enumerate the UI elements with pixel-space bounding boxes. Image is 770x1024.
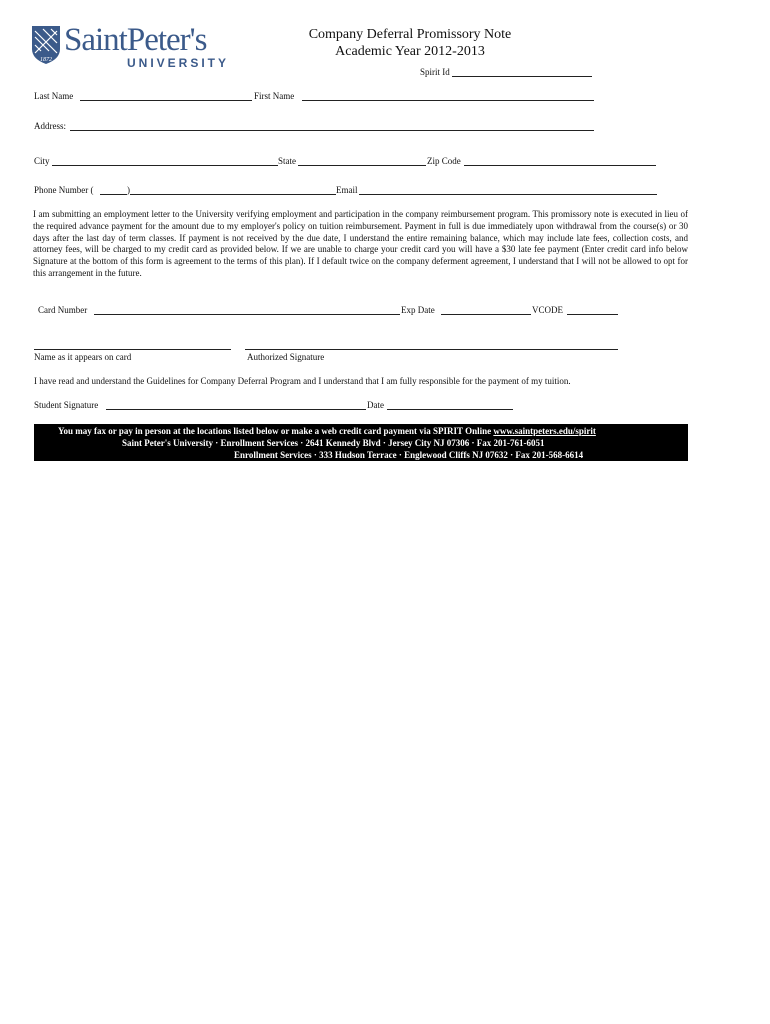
logo-year: 1872	[40, 57, 52, 63]
agreement-paragraph: I am submitting an employment letter to the University verifying employment and participation in the company reimbursement program. This promissory note is executed in lieu of the required advance payment for the amount due to my employer's policy on tuition reimbursement. Payment in full is due immediately upon withdrawal from the course(s) or 30 days after the last day of term classes. If payment is not received by the due date, I understand the entire remaining balance, which may include late fees, collection costs, and attorney fees, will be charged to my credit card as provided below. If we are unable to charge your credit card you will have a $30 late fee payment (Enter credit card info below Signature at the bottom of this form is agreement to the terms of this plan). If I default twice on the company deferment agreement, I understand that I will not be allowed to opt for this arrangement in the future.	[33, 209, 688, 278]
first-name-field[interactable]	[302, 100, 594, 101]
city-field[interactable]	[52, 165, 278, 166]
document-title: Company Deferral Promissory Note	[308, 27, 512, 42]
exp-date-field[interactable]	[441, 314, 531, 315]
logo-subtitle: UNIVERSITY	[127, 56, 230, 70]
exp-date-label: Exp Date	[401, 305, 435, 315]
university-shield-icon	[31, 25, 61, 65]
phone-number-label: Phone Number (	[34, 185, 94, 195]
zip-code-field[interactable]	[464, 165, 656, 166]
last-name-field[interactable]	[80, 100, 252, 101]
date-field[interactable]	[387, 409, 513, 410]
name-on-card-label: Name as it appears on card	[34, 352, 132, 362]
phone-close-paren: )	[127, 185, 130, 195]
footer-line-1	[58, 425, 596, 437]
name-on-card-field[interactable]	[34, 349, 231, 350]
state-label: State	[278, 156, 296, 166]
phone-number-field[interactable]	[130, 194, 336, 195]
footer-line-3: Enrollment Services · 333 Hudson Terrace · Englewood Cliffs NJ 07632 · Fax 201-568-6614	[234, 450, 584, 460]
acknowledgement-text: I have read and understand the Guidelines for Company Deferral Program and I understand that I am fully responsible for the payment of my tuition.	[34, 376, 571, 386]
footer-line-2: Saint Peter's University · Enrollment Services · 2641 Kennedy Blvd · Jersey City NJ 07306 · Fax 201-761-6051	[122, 438, 545, 448]
email-label: Email	[336, 185, 358, 195]
phone-area-code-field[interactable]	[100, 194, 127, 195]
email-field[interactable]	[359, 194, 657, 195]
spirit-id-field[interactable]	[452, 76, 592, 77]
date-label: Date	[367, 400, 384, 410]
last-name-label: Last Name	[34, 91, 74, 101]
authorized-signature-label: Authorized Signature	[247, 352, 325, 362]
city-label: City	[34, 156, 50, 166]
vcode-label: VCODE	[532, 305, 563, 315]
first-name-label: First Name	[254, 91, 295, 101]
address-field[interactable]	[70, 130, 594, 131]
address-label: Address:	[34, 121, 66, 131]
document-subtitle: Academic Year 2012-2013	[335, 44, 485, 59]
zip-code-label: Zip Code	[427, 156, 461, 166]
spirit-id-label: Spirit Id	[420, 67, 450, 77]
student-signature-label: Student Signature	[34, 400, 99, 410]
footer-instructions: You may fax or pay in person at the locations listed below or make a web credit card payment via SPIRIT Online	[58, 426, 494, 436]
card-number-label: Card Number	[38, 305, 88, 315]
logo-wordmark: SaintPeter's	[64, 22, 207, 58]
vcode-field[interactable]	[567, 314, 618, 315]
state-field[interactable]	[298, 165, 426, 166]
spirit-link[interactable]: www.saintpeters.edu/spirit	[493, 426, 596, 436]
footer-banner	[34, 424, 688, 461]
student-signature-field[interactable]	[106, 409, 366, 410]
authorized-signature-field[interactable]	[245, 349, 618, 350]
card-number-field[interactable]	[94, 314, 400, 315]
